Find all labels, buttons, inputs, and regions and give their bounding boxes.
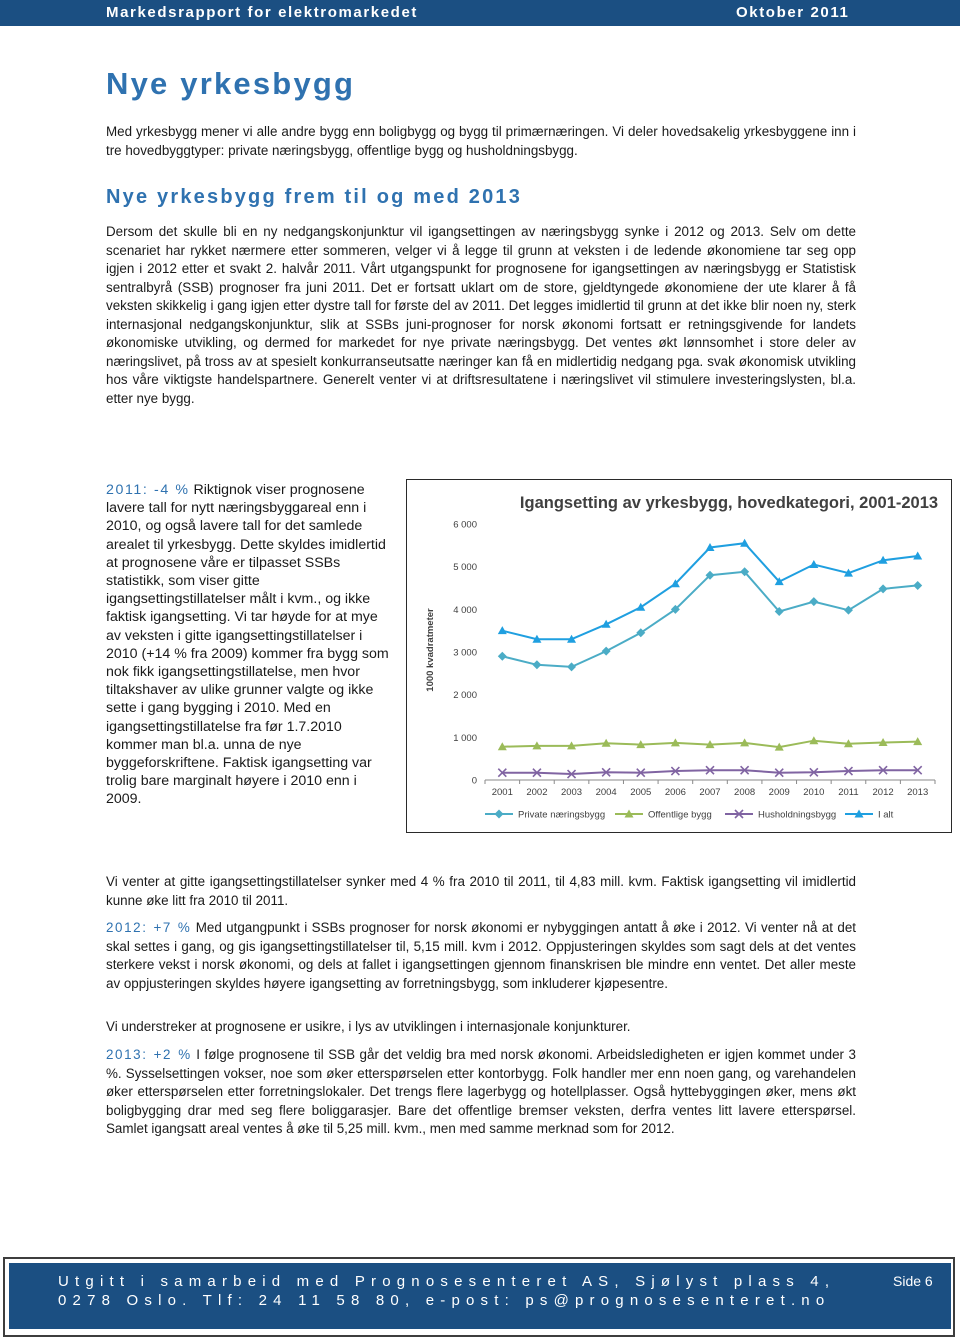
footer-publisher: Utgitt i samarbeid med Prognosesenteret AS, Sjølyst plass 4, [58, 1273, 836, 1290]
chart-svg [407, 480, 951, 832]
x-tick-label: 2008 [734, 787, 756, 798]
y-tick-label: 1 000 [453, 732, 477, 744]
label-2013: 2013: +2 % [106, 1047, 192, 1062]
data-point-marker [498, 626, 507, 634]
data-point-marker [844, 606, 853, 615]
data-point-marker [809, 560, 818, 568]
series-group [498, 766, 921, 778]
series-group [498, 539, 922, 643]
line-chart [406, 479, 952, 833]
page-number: Side 6 [893, 1273, 933, 1289]
chart-title: Igangsetting av yrkesbygg, hovedkategori, 2001-2013 [519, 494, 939, 512]
x-tick-label: 2001 [491, 787, 513, 798]
text-2013: I følge prognosene til SSB går det veldig bra med norsk økonomi. Arbeidsledigheten er igjen kommet under 3 %. Sysselsettingen vokser, noe som øker etterspørselen etter kontorbygg. Folk handler mer enn noen gang, og varehandelen øker etterspørselen etter forretningslokaler. Det trengs flere lagerbygg og hotellplasser. Også hyttebyggingen øker, mens økt boligbygging drar med seg flere boliggarasjer. Bare det offentlige bremser veksten, derfra ventes litt lavere etterspørsel. Samlet igangsatt areal ventes å øke til 5,25 mill. kvm., men med samme merknad som for 2012. [106, 1047, 856, 1136]
paragraph-2012 [106, 919, 856, 993]
y-tick-label: 2 000 [453, 690, 477, 702]
x-tick-label: 2011 [838, 787, 859, 798]
y-tick-label: 0 [471, 775, 477, 787]
x-tick-label: 2004 [595, 787, 617, 798]
label-2012: 2012: +7 % [106, 920, 192, 935]
report-title: Markedsrapport for elektromarkedet [106, 4, 418, 21]
section-heading: Nye yrkesbygg frem til og med 2013 [106, 186, 523, 208]
x-tick-label: 2003 [560, 787, 583, 798]
x-tick-label: 2013 [907, 787, 929, 798]
data-point-marker [602, 647, 611, 656]
legend-label: Private næringsbygg [518, 809, 606, 821]
intro-paragraph: Med yrkesbygg mener vi alle andre bygg enn boligbygg og bygg til primærnæringen. Vi deler hovedsakelig yrkesbyggene inn i tre hovedbyggtyper: private næringsbygg, offentlige bygg og husholdningsbygg. [106, 124, 856, 158]
x-tick-label: 2010 [803, 787, 825, 798]
x-tick-label: 2007 [699, 787, 721, 798]
data-point-marker [913, 581, 922, 590]
paragraph-2013 [106, 1046, 856, 1139]
text-2011: Riktignok viser prognosene lavere tall for nytt næringsbyggareal enn i 2010, og også lavere tall for det samlede arealet til yrkesbygg. Dette skyldes imidlertid at prognosene våre er tilpasset SSBs statistikk, som viser gitte igangsettingstillatelser målt i kvm., og ikke faktisk igangsetting. Vi tar høyde for at mye av veksten i gitte igangsettingstillatelser i 2010 (+14 % fra 2009) kommer fra bygg som nok fikk igangsettingstillatelse, men hvor tiltakshaver av ulike grunner valgte og ikke sette i gang bygging i 2010. Med en igangsettingstillatelse fra før 1.7.2010 kommer man bl.a. unna de nye byggeforskriftene. Faktisk igangsetting var trolig bare marginalt høyere i 2010 enn i 2009. [106, 482, 389, 808]
series-line [502, 543, 917, 639]
y-tick-label: 3 000 [453, 647, 477, 659]
side-paragraph-2011 [106, 481, 396, 809]
x-tick-label: 2002 [526, 787, 548, 798]
x-tick-label: 2005 [630, 787, 652, 798]
legend-label: Husholdningsbygg [758, 809, 837, 821]
legend-label: Offentlige bygg [648, 809, 712, 821]
legend-label: I alt [878, 809, 894, 821]
y-tick-label: 5 000 [453, 562, 477, 574]
paragraph-2011-summary: Vi venter at gitte igangsettingstillatelser synker med 4 % fra 2010 til 2011, til 4,83 mill. kvm. Faktisk igangsetting vil imidlertid kunne øke litt fra 2010 til 2011. [106, 874, 856, 908]
paragraph-uncertainty: Vi understreker at prognosene er usikre, i lys av utviklingen i internasjonale konjunkturer. [106, 1019, 631, 1034]
data-point-marker [532, 660, 541, 669]
footer-contact: 0278 Oslo. Tlf: 24 11 58 80, e-post: ps@prognosesenteret.no [58, 1292, 831, 1309]
page-title: Nye yrkesbygg [106, 66, 356, 101]
report-date: Oktober 2011 [736, 4, 850, 21]
x-tick-label: 2009 [768, 787, 790, 798]
series-line [502, 572, 917, 667]
forecast-paragraph: Dersom det skulle bli en ny nedgangskonjunktur vil igangsettingen av næringsbygg synke i 2012 og 2013. Selv om dette scenariet har rykket nærmere etter sommeren, velger vi å legge til grunn at veksten i de ledende økonomiene tar seg opp igjen i 2012 etter et svakt 2. halvår 2011. Vårt utgangspunkt for prognosene for igangsettingen av næringsbygg er Statistisk sentralbyrå (SSB) prognoser fra juni 2011. Det er fortsatt uklart om de store, gjeldtyngede økonomiene der ute klarer å få veksten skikkelig i gang igjen etter dystre tall for første del av 2011. Det legges imidlertid til grunn at det ikke blir noen ny, sterk internasjonal nedgangskonjunktur, slik at SSBs juni-prognoser for norsk økonomi fortsatt er retningsgivende for landets økonomiske utvikling, og dermed for markedet for nye private næringsbygg. Det ventes økt lønnsomhet i store deler av næringslivet, på tross av at spesielt konkurranseutsatte næringer kan få en midlertidig nedgang pga. svak økonomisk utvikling hos våre viktigste handelspartnere. Generelt venter vi at driftsresultatene i næringslivet vil stimulere investeringslysten, bl.a. etter nye bygg. [106, 224, 856, 406]
data-point-marker [567, 662, 576, 671]
data-point-marker [495, 810, 504, 819]
label-2011: 2011: -4 % [106, 482, 190, 498]
data-point-marker [498, 652, 507, 661]
page-header [0, 0, 960, 26]
series-group [498, 736, 922, 750]
y-tick-label: 4 000 [453, 604, 477, 616]
series-group [498, 567, 922, 671]
x-tick-label: 2012 [872, 787, 894, 798]
y-axis-label: 1000 kvadratmeter [425, 608, 436, 692]
y-tick-label: 6 000 [453, 519, 477, 531]
data-point-marker [809, 597, 818, 606]
x-tick-label: 2006 [664, 787, 686, 798]
text-2012: Med utgangpunkt i SSBs prognoser for norsk økonomi er nybyggingen antatt å øke i 2012. Vi venter nå at det skal settes i gang, og gis igangsettingstillatelser til, 5,15 mill. kvm i 2012. Oppjusteringen skyldes som sagt dels at det ventes sterkere vekst i norsk økonomi, og dels at fallet i igangsettingen gjennom finanskrisen ble mindre enn ventet. Det aller meste av oppjusteringen skyldes høyere igangsetting av forretningsbygg, som inkluderer kjøpesentre. [106, 920, 856, 991]
